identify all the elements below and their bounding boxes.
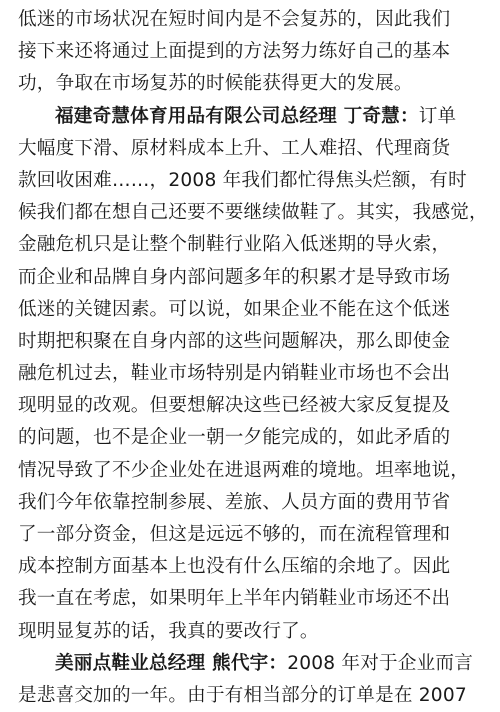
- paragraph: [18, 101, 492, 648]
- text-line: 了一部分资金，但这是远远不够的，而在流程管理和: [18, 524, 451, 545]
- text-line: 时期把积聚在自身内部的这些问题解决，那么即使金: [18, 330, 451, 352]
- speaker-name: 福建奇慧体育用品有限公司总经理 丁奇慧：: [55, 105, 419, 127]
- text-line: 情况导致了不少企业处在进退两难的境地。坦率地说，: [18, 459, 470, 481]
- text-line: 融危机过去，鞋业市场特别是内销鞋业市场也不会出: [18, 363, 451, 385]
- text-line: 我一直在考虑，如果明年上半年内销鞋业市场还不出: [18, 588, 451, 610]
- text-line: 款回收困难……，2008 年我们都忙得焦头烂额，有时: [18, 169, 467, 191]
- text-line: 而企业和品牌自身内部问题多年的积累才是导致市场: [18, 266, 451, 288]
- text-line: 现明显复苏的话，我真的要改行了。: [18, 620, 319, 642]
- text-line: 现明显的改观。但要想解决这些已经被大家反复提及: [18, 395, 451, 417]
- text-run: 2008 年对于企业而言: [287, 652, 473, 674]
- text-line: 成本控制方面基本上也没有什么压缩的余地了。因此: [18, 556, 451, 578]
- text-line: 低迷的市场状况在短时间内是不会复苏的，因此我们: [18, 9, 451, 30]
- text-line: 的问题，也不是企业一朝一夕能完成的，如此矛盾的: [18, 427, 451, 449]
- paragraph: [18, 4, 492, 101]
- text-line: 候我们都在想自己还要不要继续做鞋了。其实，我感觉，: [18, 202, 488, 224]
- text-line: 金融危机只是让整个制鞋行业陷入低迷期的导火索，: [18, 234, 451, 256]
- text-line: [18, 648, 492, 680]
- paragraph: [18, 648, 492, 712]
- text-run: 订单: [418, 105, 457, 127]
- text-line: 我们今年依靠控制参展、差旅、人员方面的费用节省: [18, 491, 451, 513]
- text-line: 接下来还将通过上面提到的方法努力练好自己的基本: [18, 41, 451, 63]
- text-line: 低迷的关键因素。可以说，如果企业不能在这个低迷: [18, 298, 451, 320]
- speaker-name: 美丽点鞋业总经理 熊代宇：: [55, 652, 288, 674]
- text-line: 是悲喜交加的一年。由于有相当部分的订单是在 2007: [18, 684, 467, 706]
- text-line: 大幅度下滑、原材料成本上升、工人难招、代理商货: [18, 137, 451, 159]
- text-line: 功，争取在市场复苏的时候能获得更大的发展。: [18, 73, 413, 95]
- text-line: [18, 101, 492, 133]
